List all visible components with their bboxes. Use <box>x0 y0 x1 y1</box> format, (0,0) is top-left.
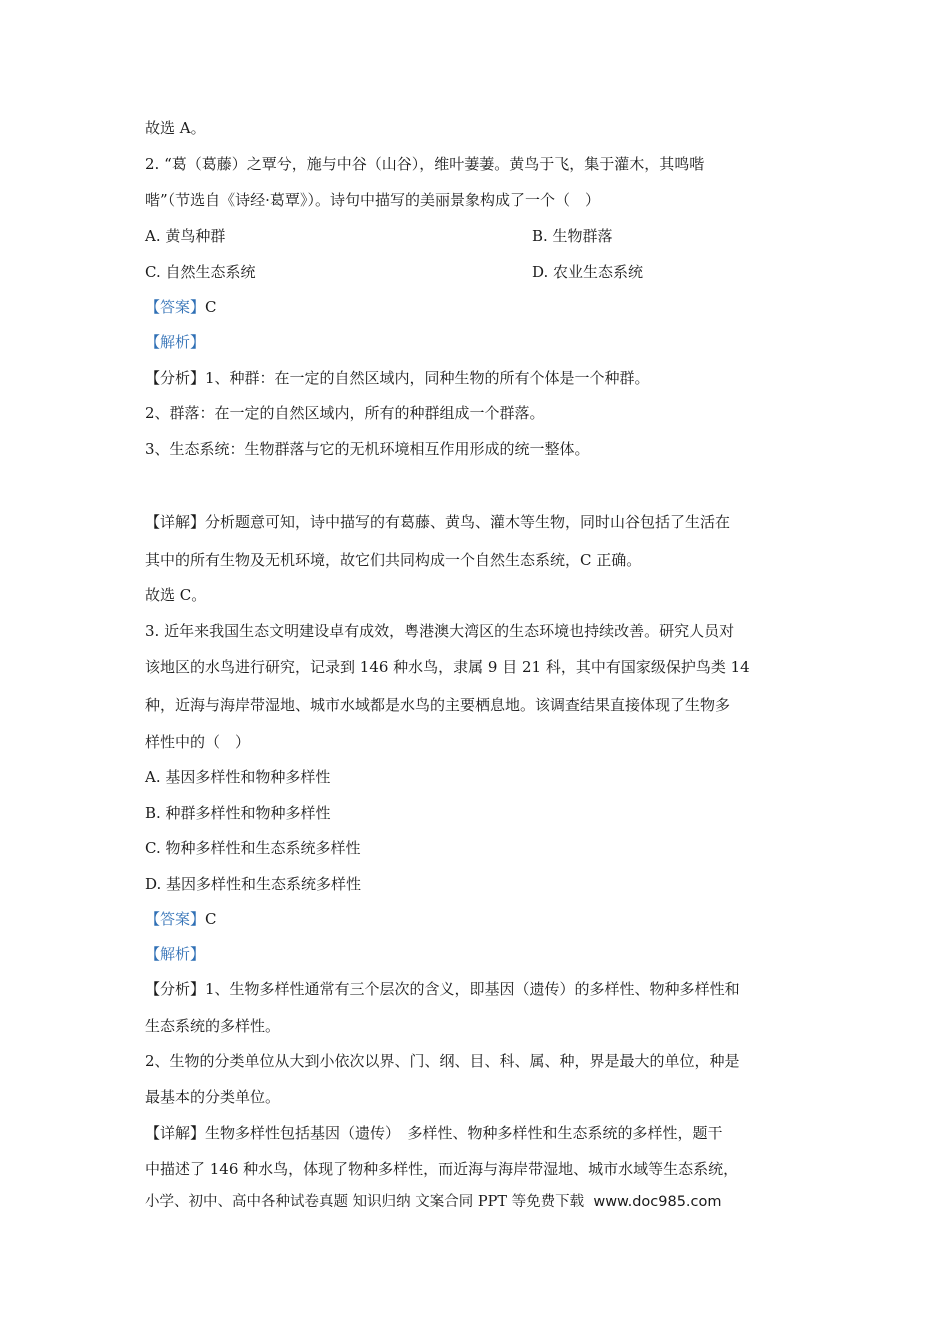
xiangjie-text: 生物多样性包括基因（遗传） 多样性、物种多样性和生态系统的多样性，题干 <box>205 1124 723 1142</box>
q2-conclusion: 故选 C。 <box>145 586 207 604</box>
q3-xiangjie-1 <box>145 1123 723 1143</box>
q3-stem-line-1: 3. 近年来我国生态文明建设卓有成效，粤港澳大湾区的生态环境也持续改善。研究人员对 <box>145 622 735 640</box>
answer-tag: 【答案】 <box>145 910 206 928</box>
xiangjie-tag: 【详解】 <box>145 1124 206 1142</box>
fenxi-text: 1、种群：在一定的自然区域内，同种生物的所有个体是一个种群。 <box>205 369 650 387</box>
q3-xiangjie-2: 中描述了 146 种水鸟，体现了物种多样性，而近海与海岸带湿地、城市水域等生态系统， <box>145 1160 739 1178</box>
fenxi-text: 1、生物多样性通常有三个层次的含义，即基因（遗传）的多样性、物种多样性和 <box>205 980 740 998</box>
q3-option-b: B. 种群多样性和物种多样性 <box>145 804 331 822</box>
q2-fenxi-3: 3、生态系统：生物群落与它的无机环境相互作用形成的统一整体。 <box>145 440 590 458</box>
q2-option-a: A. 黄鸟种群 <box>145 227 226 245</box>
xiangjie-text: 分析题意可知，诗中描写的有葛藤、黄鸟、灌木等生物，同时山谷包括了生活在 <box>205 513 731 531</box>
q3-stem-line-3: 种，近海与海岸带湿地、城市水域都是水鸟的主要栖息地。该调查结果直接体现了生物多 <box>145 696 731 714</box>
q2-fenxi-2: 2、群落：在一定的自然区域内，所有的种群组成一个群落。 <box>145 404 545 422</box>
fenxi-tag: 【分析】 <box>145 369 206 387</box>
footer-url: www.doc985.com <box>593 1194 722 1210</box>
answer-tag: 【答案】 <box>145 298 206 316</box>
q3-analysis-tag: 【解析】 <box>145 945 206 963</box>
q2-option-d: D. 农业生态系统 <box>532 263 644 281</box>
q2-option-b: B. 生物群落 <box>532 227 613 245</box>
q3-fenxi-2a: 2、生物的分类单位从大到小依次以界、门、纲、目、科、属、种，界是最大的单位，种是 <box>145 1052 740 1070</box>
page-footer <box>145 1192 722 1212</box>
q1-conclusion: 故选 A。 <box>145 119 206 137</box>
q2-stem-line-2: 喈”（节选自《诗经·葛覃》）。诗句中描写的美丽景象构成了一个（ ） <box>145 191 600 209</box>
q3-stem-line-4: 样性中的（ ） <box>145 733 251 751</box>
q2-fenxi-1 <box>145 368 650 388</box>
q3-answer <box>145 909 217 929</box>
q2-analysis-tag: 【解析】 <box>145 333 206 351</box>
q3-option-d: D. 基因多样性和生态系统多样性 <box>145 875 362 893</box>
q3-stem-line-2: 该地区的水鸟进行研究，记录到 146 种水鸟，隶属 9 目 21 科，其中有国家级保护鸟类 14 <box>145 658 750 676</box>
answer-value: C <box>205 910 217 928</box>
q3-option-a: A. 基因多样性和物种多样性 <box>145 768 331 786</box>
q2-option-c: C. 自然生态系统 <box>145 263 256 281</box>
q2-answer <box>145 297 217 317</box>
q2-xiangjie-2: 其中的所有生物及无机环境，故它们共同构成一个自然生态系统，C 正确。 <box>145 551 642 569</box>
answer-value: C <box>205 298 217 316</box>
q2-xiangjie-1 <box>145 512 730 532</box>
footer-text: 小学、初中、高中各种试卷真题 知识归纳 文案合同 PPT 等免费下载 <box>145 1194 585 1210</box>
q3-option-c: C. 物种多样性和生态系统多样性 <box>145 839 361 857</box>
q3-fenxi-2b: 最基本的分类单位。 <box>145 1088 281 1106</box>
xiangjie-tag: 【详解】 <box>145 513 206 531</box>
q3-fenxi-1a <box>145 979 740 999</box>
q2-stem-line-1: 2. “葛（葛藤）之覃兮，施与中谷（山谷），维叶萋萋。黄鸟于飞，集于灌木，其鸣喈 <box>145 155 705 173</box>
q3-fenxi-1b: 生态系统的多样性。 <box>145 1017 281 1035</box>
fenxi-tag: 【分析】 <box>145 980 206 998</box>
